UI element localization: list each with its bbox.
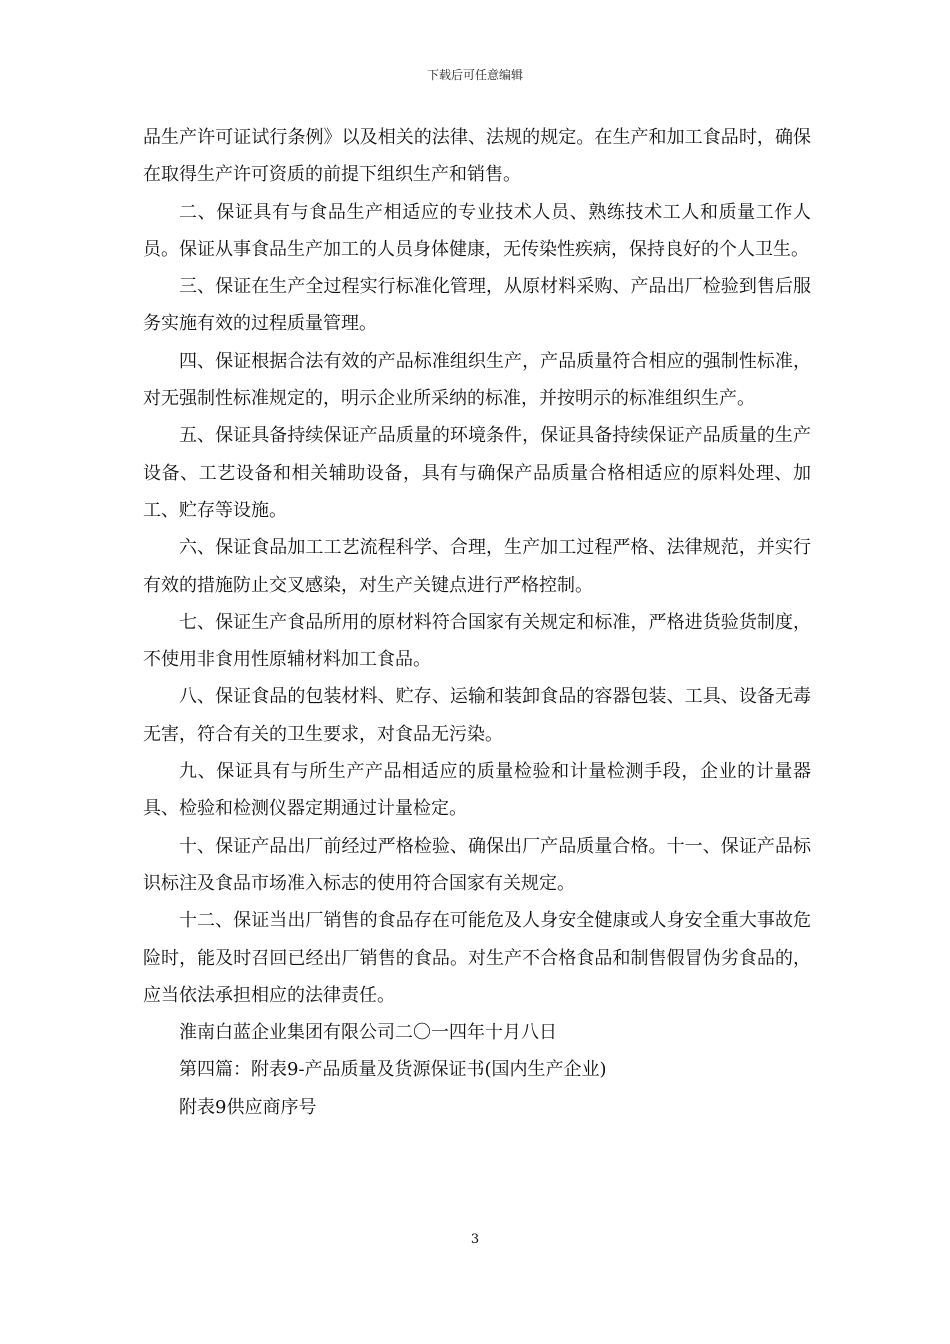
paragraph-clause-3: 三、保证在生产全过程实行标准化管理，从原材料采购、产品出厂检验到售后服务实施有效的过程质量管理。 (143, 276, 811, 335)
paragraph-clause-5: 五、保证具备持续保证产品质量的环境条件，保证具备持续保证产品质量的生产设备、工艺设备和相关辅助设备，具有与确保产品质量合格相适应的原料处理、加工、贮存等设施。 (143, 425, 811, 521)
section-title: 第四篇：附表9-产品质量及货源保证书(国内生产企业) (179, 1059, 607, 1081)
supplier-number-line: 附表9供应商序号 (179, 1096, 317, 1118)
paragraph-clause-6: 六、保证食品加工工艺流程科学、合理，生产加工过程严格、法律规范，并实行有效的措施防止交叉感染，对生产关键点进行严格控制。 (143, 537, 811, 596)
paragraph-clause-2: 二、保证具有与食品生产相适应的专业技术人员、熟练技术工人和质量工作人员。保证从事食品生产加工的人员身体健康，无传染性疾病，保持良好的个人卫生。 (143, 201, 811, 260)
paragraph-clause-10-11: 十、保证产品出厂前经过严格检验、确保出厂产品质量合格。十一、保证产品标识标注及食品市场准入标志的使用符合国家有关规定。 (143, 835, 811, 894)
signature-line: 淮南白蓝企业集团有限公司二〇一四年十月八日 (179, 1022, 557, 1044)
page-header: 下载后可任意编辑 (426, 68, 523, 82)
paragraph-clause-7: 七、保证生产食品所用的原材料符合国家有关规定和标准，严格进货验货制度，不使用非食用性原辅材料加工食品。 (143, 611, 811, 671)
paragraph-clause-9: 九、保证具有与所生产产品相适应的质量检验和计量检测手段，企业的计量器具、检验和检测仪器定期通过计量检定。 (143, 761, 811, 820)
document-body (143, 119, 811, 1126)
page-number: 3 (470, 1232, 480, 1247)
paragraph-clause-12: 十二、保证当出厂销售的食品存在可能危及人身安全健康或人身安全重大事故危险时，能及时召回已经出厂销售的食品。对生产不合格食品和制售假冒伪劣食品的，应当依法承担相应的法律责任。 (143, 910, 811, 1006)
paragraph-clause-8: 八、保证食品的包装材料、贮存、运输和装卸食品的容器包装、工具、设备无毒无害，符合有关的卫生要求，对食品无污染。 (143, 686, 811, 745)
paragraph-clause-4: 四、保证根据合法有效的产品标准组织生产，产品质量符合相应的强制性标准，对无强制性标准规定的，明示企业所采纳的标准，并按明示的标准组织生产。 (143, 350, 811, 410)
paragraph-continuation: 品生产许可证试行条例》以及相关的法律、法规的规定。在生产和加工食品时，确保在取得生产许可资质的前提下组织生产和销售。 (143, 127, 811, 186)
